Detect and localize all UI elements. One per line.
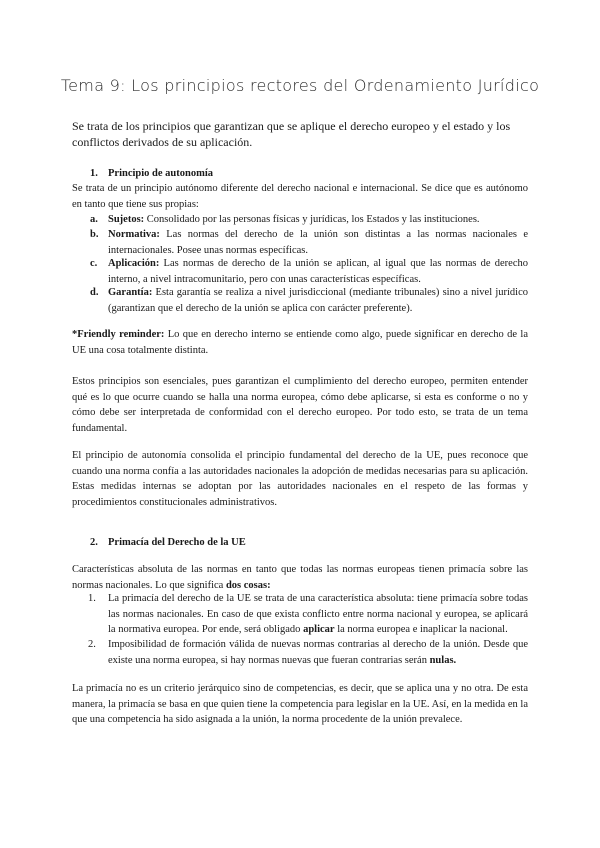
section-2-closing-paragraph: La primacía no es un criterio jerárquico sino de competencias, es decir, que se aplica una y no otra. De esta manera, la primacía se basa en que quien tiene la competencia para legislar en la UE. Así, en la medida en la que una competencia ha sido asignada a la unión, la norma procedente de la unión prevalece. [72,683,528,725]
section-1-paragraph-3: El principio de autonomía consolida el principio fundamental del derecho de la UE, pues reconoce que cuando una norma confía a las autoridades nacionales la adopción de medidas necesarias para su aplicación. Estas medidas internas se adoptan por las autoridades nacionales en el respeto de las formas y procedimientos constitucionales administrativos. [72,450,528,508]
section-1-item-d [90,285,528,316]
item-text-b: la norma europea e inaplicar la nacional. [334,624,508,635]
section-1-lead: Se trata de un principio autónomo diferente del derecho nacional e internacional. Se dice que es autónomo en tanto que tiene sus propias: [72,183,528,210]
section-1-number: 1. [90,168,98,179]
item-marker: 1. [88,593,96,604]
item-text: Las normas del derecho de la unión son distintas a las normas nacionales e internacionales. Posee unas normas específicas. [108,229,528,256]
section-2-lead [72,562,528,593]
section-1-item-a [90,212,528,228]
lead-emphasis: dos cosas: [225,579,271,591]
section-1-item-b [90,227,528,258]
item-emphasis: nulas. [429,654,457,666]
item-marker: 2. [88,639,96,650]
item-term: Normativa: [108,229,160,240]
reminder-text: Lo que en derecho interno se entiende como algo, puede significar en derecho de la UE una cosa totalmente distinta. [72,329,528,356]
section-1-heading [90,166,213,181]
intro-paragraph: Se trata de los principios que garantizan que se aplique el derecho europeo y el estado y los conflictos derivados de su aplicación. [72,119,511,149]
section-2-number: 2. [90,537,98,548]
item-text: Consolidado por las personas físicas y jurídicas, los Estados y las instituciones. [144,214,480,225]
section-1-paragraph-2: Estos principios son esenciales, pues garantizan el cumplimiento del derecho europeo, permiten entender qué es lo que ocurre cuando se halla una norma europea, cómo debe aplicarse, si esta es conforme o no y cómo debe ser interpretada de conformidad con el derecho europeo. Por todo esto, se trata de un tema fundamental. [72,376,528,434]
item-text: Esta garantía se realiza a nivel jurisdiccional (mediante tribunales) sino a nivel jurídico (garantizan que el derecho de la unión se aplica con carácter preferente). [108,287,528,314]
item-emphasis: aplicar [303,624,335,635]
section-2-title: Primacía del Derecho de la UE [108,537,246,548]
item-text: Las normas de derecho de la unión se aplican, al igual que las normas de derecho interno, a nivel intracomunitario, pero con unas características específicas. [108,258,528,285]
section-2-item-1 [88,591,528,638]
section-2-item-2 [88,637,528,668]
item-marker: a. [90,214,98,225]
document-title: Tema 9: Los principios rectores del Ordenamiento Jurídico [60,76,540,95]
item-term: Sujetos: [108,214,145,225]
reminder-label: *Friendly reminder: [72,329,165,340]
friendly-reminder [72,327,528,358]
item-text: Imposibilidad de formación válida de nuevas normas contrarias al derecho de la unión. Desde que existe una norma europea, si hay normas nuevas que fueran contrarias serán [108,639,528,666]
item-marker: d. [90,287,99,298]
section-1-title: Principio de autonomía [108,168,214,179]
item-term: Aplicación: [108,258,160,269]
item-marker: c. [90,258,98,269]
section-1-item-c [90,256,528,287]
section-2-heading [90,535,246,550]
item-text-a: La primacía del derecho de la UE se trata de una característica absoluta: tiene primacía sobre todas las normas nacionales. En caso de que exista conflicto entre norma nacional y europea, se aplicará la normativa europea. Por ende, será obligado [108,593,528,635]
item-term: Garantía: [108,287,153,298]
item-marker: b. [90,229,99,240]
lead-text: Características absoluta de las normas en tanto que todas las normas europeas tienen primacía sobre las normas nacionales. Lo que significa [72,564,528,591]
